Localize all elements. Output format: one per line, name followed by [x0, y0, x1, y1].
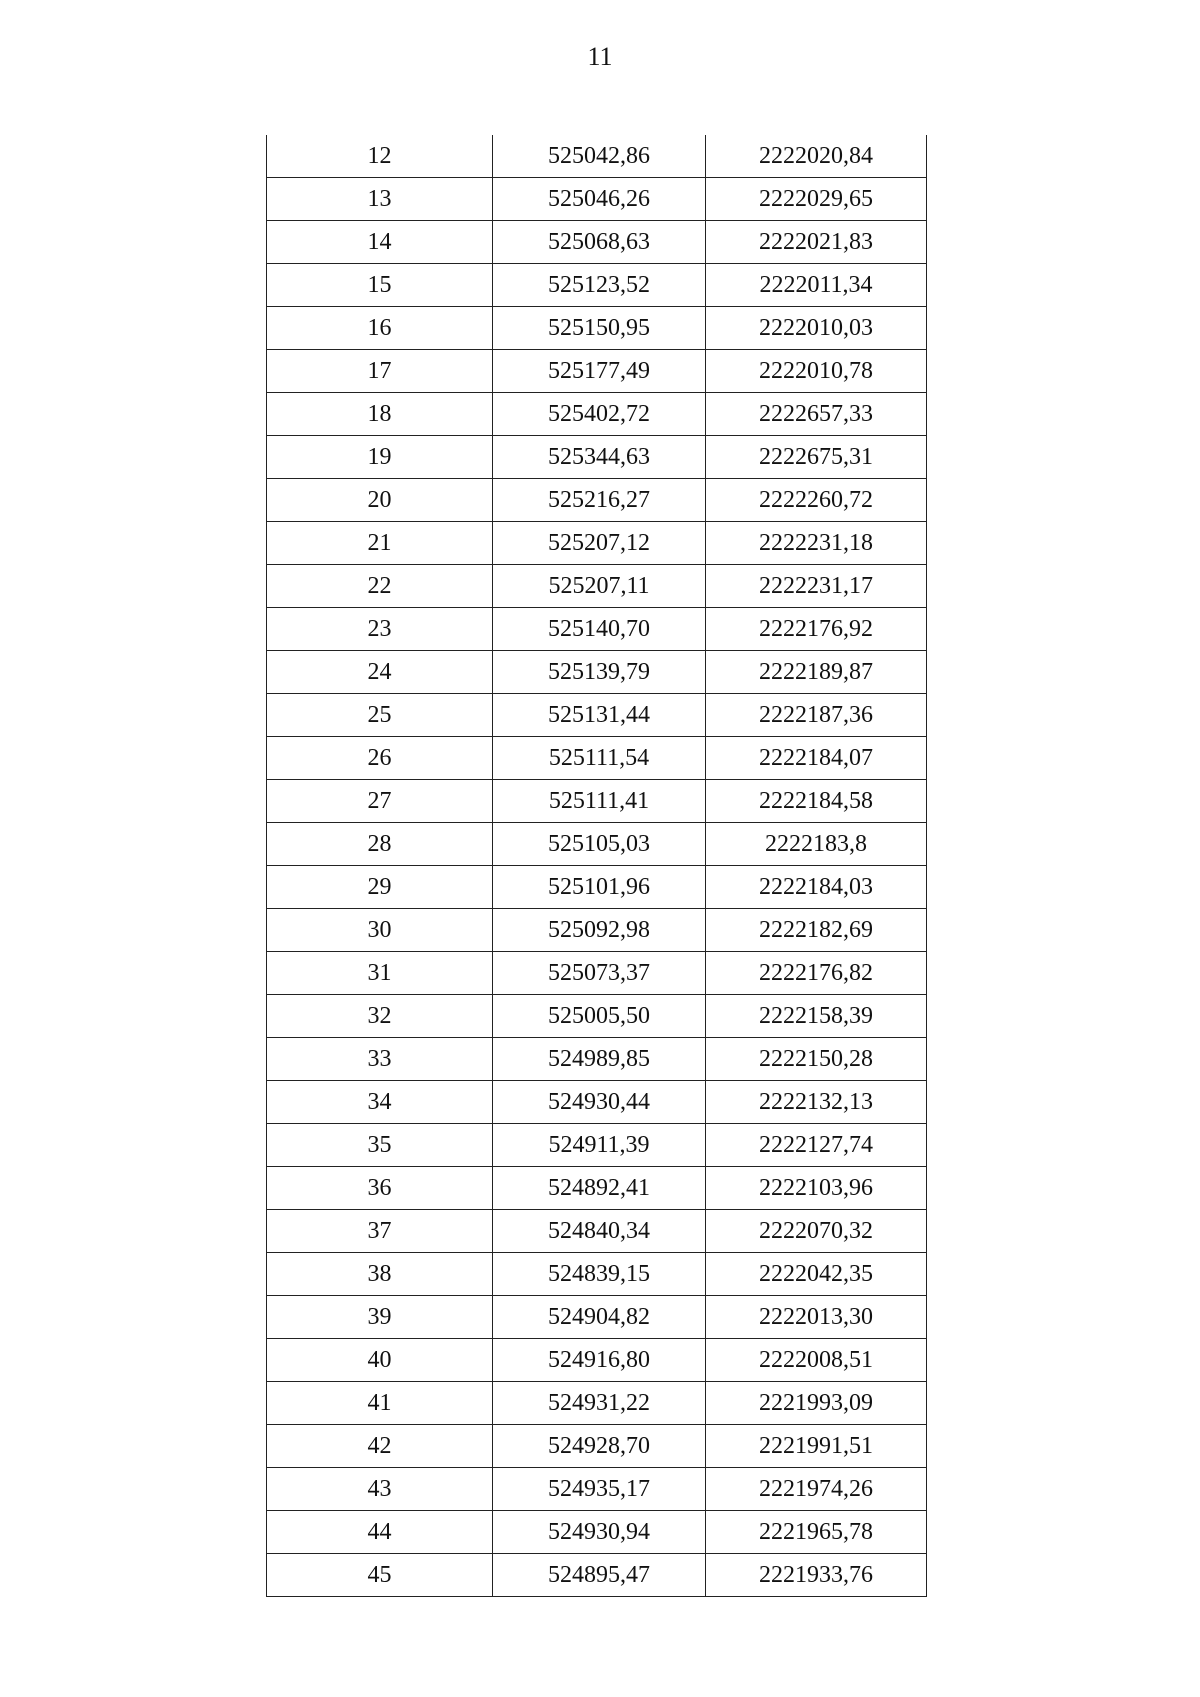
- point-number-cell: 35: [267, 1124, 493, 1167]
- x-coordinate-cell: 525131,44: [493, 694, 706, 737]
- table-row: [267, 608, 927, 651]
- table-row: [267, 995, 927, 1038]
- x-coordinate-cell: 524930,44: [493, 1081, 706, 1124]
- table-row: [267, 221, 927, 264]
- y-coordinate-cell: 2222013,30: [706, 1296, 927, 1339]
- y-coordinate-cell: 2221991,51: [706, 1425, 927, 1468]
- x-coordinate-cell: 524839,15: [493, 1253, 706, 1296]
- table-row: [267, 651, 927, 694]
- point-number-cell: 32: [267, 995, 493, 1038]
- table-row: [267, 1296, 927, 1339]
- x-coordinate-cell: 525092,98: [493, 909, 706, 952]
- x-coordinate-cell: 525042,86: [493, 135, 706, 178]
- x-coordinate-cell: 525005,50: [493, 995, 706, 1038]
- point-number-cell: 21: [267, 522, 493, 565]
- table-row: [267, 737, 927, 780]
- coordinates-table: [266, 135, 927, 1597]
- point-number-cell: 38: [267, 1253, 493, 1296]
- point-number-cell: 13: [267, 178, 493, 221]
- table-row: [267, 178, 927, 221]
- point-number-cell: 22: [267, 565, 493, 608]
- x-coordinate-cell: 525216,27: [493, 479, 706, 522]
- table-row: [267, 135, 927, 178]
- table-row: [267, 1210, 927, 1253]
- table-row: [267, 307, 927, 350]
- table-row: [267, 1468, 927, 1511]
- table-row: [267, 823, 927, 866]
- y-coordinate-cell: 2222231,17: [706, 565, 927, 608]
- x-coordinate-cell: 524840,34: [493, 1210, 706, 1253]
- table-row: [267, 780, 927, 823]
- point-number-cell: 30: [267, 909, 493, 952]
- point-number-cell: 17: [267, 350, 493, 393]
- x-coordinate-cell: 525402,72: [493, 393, 706, 436]
- x-coordinate-cell: 524904,82: [493, 1296, 706, 1339]
- x-coordinate-cell: 525073,37: [493, 952, 706, 995]
- table-row: [267, 1425, 927, 1468]
- y-coordinate-cell: 2222158,39: [706, 995, 927, 1038]
- x-coordinate-cell: 524916,80: [493, 1339, 706, 1382]
- point-number-cell: 23: [267, 608, 493, 651]
- page-number: 11: [587, 42, 613, 71]
- table-row: [267, 1339, 927, 1382]
- table-row: [267, 1253, 927, 1296]
- table-row: [267, 1081, 927, 1124]
- point-number-cell: 40: [267, 1339, 493, 1382]
- x-coordinate-cell: 524928,70: [493, 1425, 706, 1468]
- y-coordinate-cell: 2221933,76: [706, 1554, 927, 1597]
- table-row: [267, 1038, 927, 1081]
- point-number-cell: 14: [267, 221, 493, 264]
- y-coordinate-cell: 2222183,8: [706, 823, 927, 866]
- y-coordinate-cell: 2222021,83: [706, 221, 927, 264]
- y-coordinate-cell: 2222184,58: [706, 780, 927, 823]
- x-coordinate-cell: 524935,17: [493, 1468, 706, 1511]
- x-coordinate-cell: 525207,12: [493, 522, 706, 565]
- table-row: [267, 393, 927, 436]
- point-number-cell: 20: [267, 479, 493, 522]
- table-row: [267, 694, 927, 737]
- table-row: [267, 264, 927, 307]
- point-number-cell: 18: [267, 393, 493, 436]
- y-coordinate-cell: 2222657,33: [706, 393, 927, 436]
- table-row: [267, 1554, 927, 1597]
- table-row: [267, 1167, 927, 1210]
- y-coordinate-cell: 2221974,26: [706, 1468, 927, 1511]
- table-row: [267, 1382, 927, 1425]
- x-coordinate-cell: 525101,96: [493, 866, 706, 909]
- x-coordinate-cell: 525105,03: [493, 823, 706, 866]
- y-coordinate-cell: 2222008,51: [706, 1339, 927, 1382]
- point-number-cell: 28: [267, 823, 493, 866]
- y-coordinate-cell: 2222260,72: [706, 479, 927, 522]
- y-coordinate-cell: 2222187,36: [706, 694, 927, 737]
- y-coordinate-cell: 2222127,74: [706, 1124, 927, 1167]
- x-coordinate-cell: 525123,52: [493, 264, 706, 307]
- point-number-cell: 25: [267, 694, 493, 737]
- y-coordinate-cell: 2222029,65: [706, 178, 927, 221]
- point-number-cell: 29: [267, 866, 493, 909]
- x-coordinate-cell: 525140,70: [493, 608, 706, 651]
- table-row: [267, 952, 927, 995]
- x-coordinate-cell: 525177,49: [493, 350, 706, 393]
- point-number-cell: 41: [267, 1382, 493, 1425]
- x-coordinate-cell: 524930,94: [493, 1511, 706, 1554]
- point-number-cell: 44: [267, 1511, 493, 1554]
- y-coordinate-cell: 2222042,35: [706, 1253, 927, 1296]
- y-coordinate-cell: 2222011,34: [706, 264, 927, 307]
- point-number-cell: 16: [267, 307, 493, 350]
- y-coordinate-cell: 2222132,13: [706, 1081, 927, 1124]
- point-number-cell: 24: [267, 651, 493, 694]
- x-coordinate-cell: 525207,11: [493, 565, 706, 608]
- y-coordinate-cell: 2221993,09: [706, 1382, 927, 1425]
- x-coordinate-cell: 524989,85: [493, 1038, 706, 1081]
- x-coordinate-cell: 525139,79: [493, 651, 706, 694]
- y-coordinate-cell: 2222176,82: [706, 952, 927, 995]
- y-coordinate-cell: 2222184,03: [706, 866, 927, 909]
- y-coordinate-cell: 2222189,87: [706, 651, 927, 694]
- table-row: [267, 522, 927, 565]
- table-row: [267, 1124, 927, 1167]
- point-number-cell: 34: [267, 1081, 493, 1124]
- x-coordinate-cell: 525150,95: [493, 307, 706, 350]
- x-coordinate-cell: 525111,54: [493, 737, 706, 780]
- x-coordinate-cell: 525111,41: [493, 780, 706, 823]
- point-number-cell: 12: [267, 135, 493, 178]
- point-number-cell: 15: [267, 264, 493, 307]
- table-row: [267, 866, 927, 909]
- x-coordinate-cell: 525068,63: [493, 221, 706, 264]
- table-row: [267, 479, 927, 522]
- y-coordinate-cell: 2222182,69: [706, 909, 927, 952]
- y-coordinate-cell: 2222010,03: [706, 307, 927, 350]
- table-row: [267, 909, 927, 952]
- x-coordinate-cell: 525046,26: [493, 178, 706, 221]
- y-coordinate-cell: 2222675,31: [706, 436, 927, 479]
- x-coordinate-cell: 524892,41: [493, 1167, 706, 1210]
- y-coordinate-cell: 2222020,84: [706, 135, 927, 178]
- point-number-cell: 26: [267, 737, 493, 780]
- point-number-cell: 36: [267, 1167, 493, 1210]
- point-number-cell: 37: [267, 1210, 493, 1253]
- point-number-cell: 42: [267, 1425, 493, 1468]
- point-number-cell: 19: [267, 436, 493, 479]
- x-coordinate-cell: 524931,22: [493, 1382, 706, 1425]
- point-number-cell: 45: [267, 1554, 493, 1597]
- coordinates-table-body: [267, 135, 927, 1597]
- y-coordinate-cell: 2222150,28: [706, 1038, 927, 1081]
- table-row: [267, 565, 927, 608]
- table-row: [267, 350, 927, 393]
- table-row: [267, 436, 927, 479]
- point-number-cell: 31: [267, 952, 493, 995]
- y-coordinate-cell: 2222010,78: [706, 350, 927, 393]
- y-coordinate-cell: 2221965,78: [706, 1511, 927, 1554]
- point-number-cell: 43: [267, 1468, 493, 1511]
- y-coordinate-cell: 2222184,07: [706, 737, 927, 780]
- y-coordinate-cell: 2222231,18: [706, 522, 927, 565]
- point-number-cell: 27: [267, 780, 493, 823]
- y-coordinate-cell: 2222103,96: [706, 1167, 927, 1210]
- x-coordinate-cell: 524911,39: [493, 1124, 706, 1167]
- table-row: [267, 1511, 927, 1554]
- x-coordinate-cell: 525344,63: [493, 436, 706, 479]
- point-number-cell: 33: [267, 1038, 493, 1081]
- y-coordinate-cell: 2222070,32: [706, 1210, 927, 1253]
- y-coordinate-cell: 2222176,92: [706, 608, 927, 651]
- point-number-cell: 39: [267, 1296, 493, 1339]
- x-coordinate-cell: 524895,47: [493, 1554, 706, 1597]
